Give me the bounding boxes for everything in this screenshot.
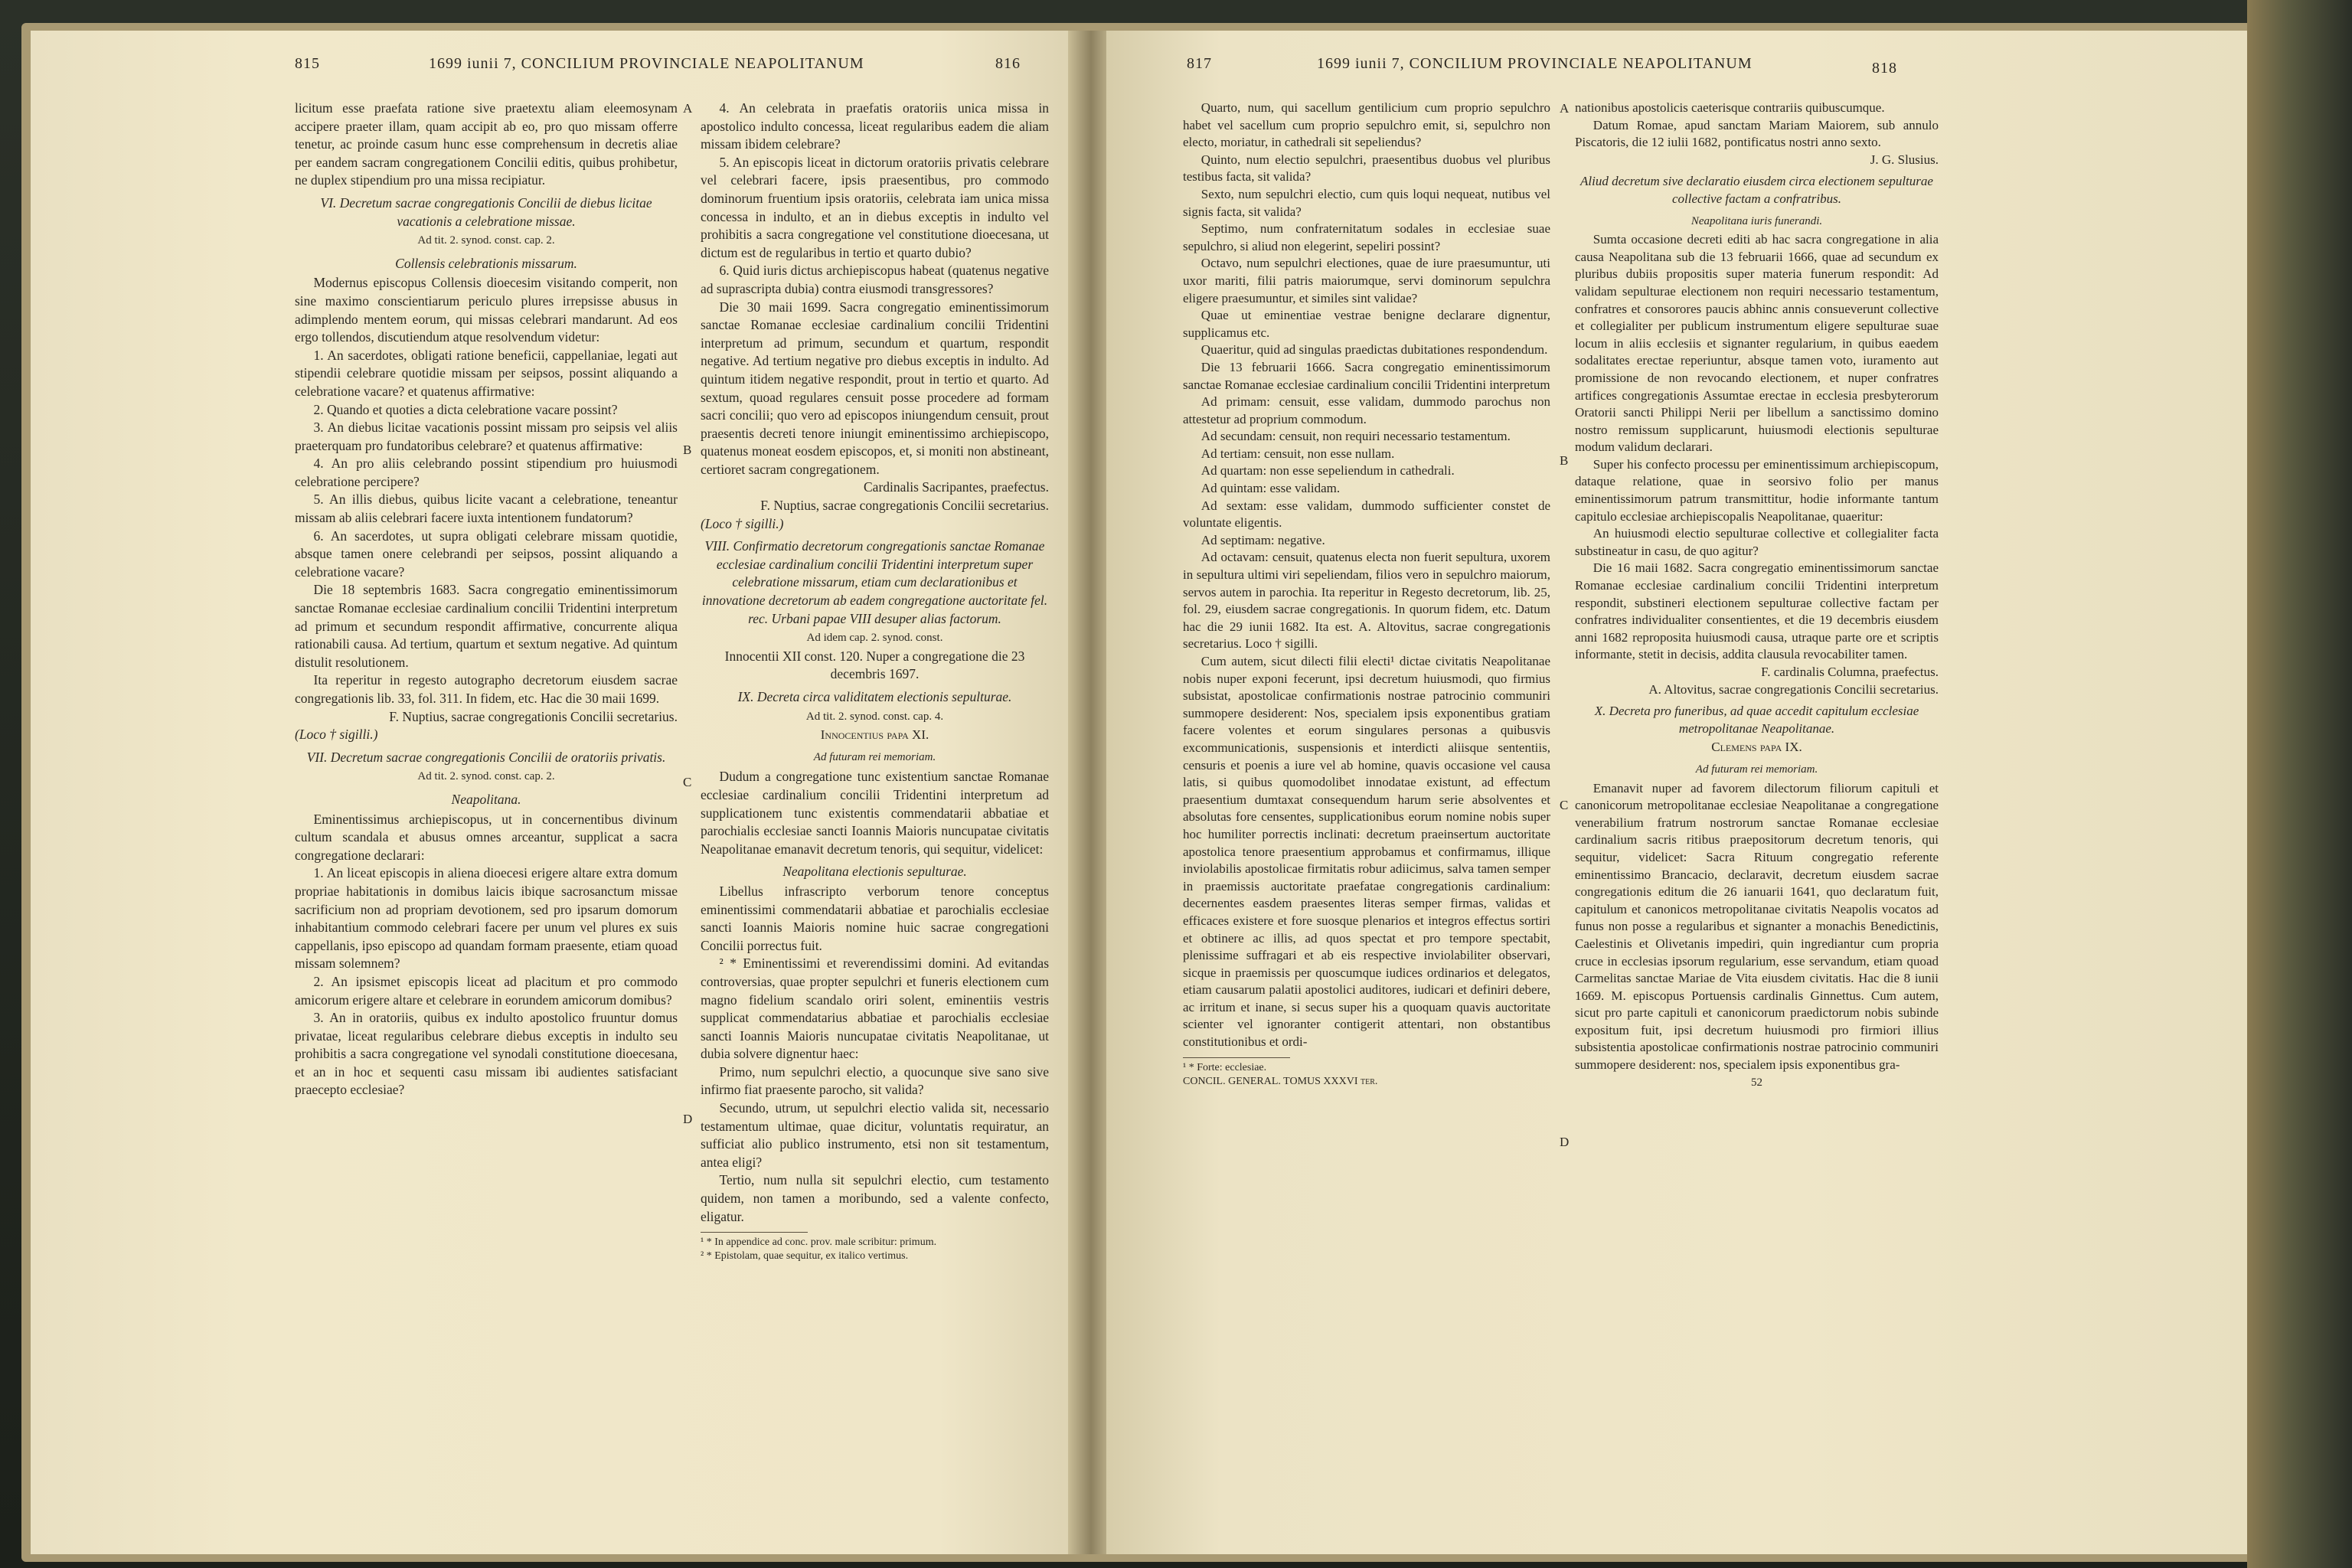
section-title: VIII. Confirmatio decretorum congregationis sanctae Romanae ecclesiae cardinalium concilii Tridentini interpretum super celebratione missarum, etiam cum declarationibus et innovatione decretorum ab eadem congregatione auctoritate fel. rec. Urbani papae VIII desuper alias factorum. xyxy=(701,538,1048,626)
paragraph: 2. Quando et quoties a dicta celebratione vacare possint? xyxy=(313,401,618,417)
formula-line: Ad futuram rei memoriam. xyxy=(1695,763,1818,776)
case-title: Collensis celebrationis missarum. xyxy=(395,255,577,271)
page-number-817: 817 xyxy=(1187,55,1212,72)
paragraph: Emanavit nuper ad favorem dilectorum filiorum capituli et canonicorum metropolitanae ecclesiae Neapolitanae a congregatione venerabilium fratrum nostrorum sanctae Romanae ecclesiae cardinalium sacris ritibus praepositorum decretum tenoris, qui sequitur, videlicet: Sacra Rituum congregatio referente eminentissimo Brancacio, declaravit, decretum eiusdem sacrae congregationis editum die 26 ianuarii 1641, quo declaratum fuit, capitulum et canonicos metropolitanae civitatis Neapolis vocatos ad funus non posse a regularibus et signanter a monachis Benedictinis, Caelestinis et Olivetanis impediri, quin ingrediantur cum propria cruce in ecclesias ipsorum regularium, esse servandum, etiam quoad Carmelitas sanctae Mariae de Vita eiusdem civitatis. Hac die 8 iunii 1669. M. episcopus Portuensis cardinalis Ginnettus. Cum autem, sicut pro parte capituli et canonicorum praedictorum nobis subinde expositum fuit, ipsi decretum huiusmodi pro firmiori illius subsistentia apostolicae confirmationis nostrae patrocinio communiri summopere desiderent: nos, specialem ipsis exponentibus gra- xyxy=(1575,780,1939,1073)
paragraph: Die 30 maii 1699. Sacra congregatio eminentissimorum sanctae Romanae ecclesiae cardinalium concilii Tridentini interpretum ad primum, secundum et quartum, respondit negative. Ad tertium negative pro diebus exceptis in indulto. Ad quintum itidem negative respondit, prout in tertio et quarto. Ad sextum, quoad regulares censuit posse procedere ad formam sacri concilii; quo vero ad episcopos iniungendum censuit, prout praesentis decreti tenore iniungit eminentissimo archiepiscopo, quatenus moneat eosdem episcopos, et, si moniti non abstineant, certioret sacram congregationem. xyxy=(701,299,1049,477)
book-cover-edge xyxy=(2247,0,2352,1568)
paragraph: 5. An episcopis liceat in dictorum oratoriis privatis celebrare vel celebrari facere, ipsis praesentibus, pro commodo dominorum fruentium ipsis oratoriis, celebrata iam unica missa concessa in indulto, et an in diebus exceptis in indulto vel prohibitis a sacra congregatione vel constitutione dioecesana, ut dictum est de regularibus in tertio et quarto dubio? xyxy=(701,154,1049,260)
signature: F. Nuptius, sacrae congregationis Concilii secretarius. xyxy=(760,498,1049,514)
paragraph: Quae ut eminentiae vestrae benigne declarare dignentur, supplicamus etc. xyxy=(1183,308,1550,340)
paragraph: 6. Quid iuris dictus archiepiscopus habeat (quatenus negative ad suprascripta dubia) contra eiusmodi transgressores? xyxy=(701,263,1049,296)
paragraph: 5. An illis diebus, quibus licite vacant a celebratione, teneantur missam ab aliis celebrari facere iuxta intentionem fundatorum? xyxy=(295,492,678,526)
paragraph: Quaeritur, quid ad singulas praedictas dubitationes respondendum. xyxy=(1200,342,1548,358)
column-817 xyxy=(1183,100,1550,1089)
page-number-818: 818 xyxy=(1872,60,1897,77)
case-title: Neapolitana iuris funerandi. xyxy=(1690,214,1823,227)
paragraph: Ad primam: censuit, esse validam, dummodo parochus non attestetur ad proprium commodum. xyxy=(1183,394,1550,426)
paragraph: 6. An sacerdotes, ut supra obligati celebrare missam quotidie, absque tamen onere celebrandi per seipsos, possint aliquando a celebratione vacare? xyxy=(295,528,678,580)
paragraph: Ad quintam: esse validam. xyxy=(1200,481,1341,496)
section-title: VI. Decretum sacrae congregationis Concilii de diebus licitae vacationis a celebratione missae. xyxy=(320,194,652,229)
margin-marker-d: D xyxy=(1560,1135,1570,1149)
paragraph: Innocentii XII const. 120. Nuper a congregatione die 23 decembris 1697. xyxy=(724,648,1025,682)
case-title: Neapolitana electionis sepulturae. xyxy=(782,864,967,880)
paragraph: Eminentissimus archiepiscopus, ut in concernentibus divinum cultum scandala et abusus omnes arceantur, supplicat a sacra congregatione declarari: xyxy=(295,811,678,863)
paragraph: Die 18 septembris 1683. Sacra congregatio eminentissimorum sanctae Romanae ecclesiae cardinalium concilii Tridentini interpretum ad primum et secundum respondit affirmative, concurrente aliqua rationabili causa. Ad tertium, quartum et sextum negative. Ad quintum distulit resolutionem. xyxy=(295,582,678,670)
paragraph: 3. An in oratoriis, quibus ex indulto apostolico fruuntur domus privatae, liceat regularibus celebrare diebus exceptis in indulto seu prohibitis a sacra congregatione vel synodali constitutione dioecesana, et an in hoc et sequenti casu missam ibi audientes satisfaciant praecepto ecclesiae? xyxy=(295,1010,678,1098)
section-title: IX. Decreta circa validitatem electionis sepulturae. xyxy=(737,689,1012,704)
section-title: VII. Decretum sacrae congregationis Concilii de oratoriis privatis. xyxy=(306,749,666,765)
margin-marker-c: C xyxy=(683,775,692,789)
pope-name: Innocentius papa XI. xyxy=(820,727,929,743)
paragraph: Secundo, utrum, ut sepulchri electio valida sit, necessario testamentum ultimae, quae dicitur, voluntatis requiratur, an sufficiat alio publico instrumento, etsi non sit testamentum, antea eligi? xyxy=(701,1100,1049,1170)
margin-marker-d: D xyxy=(683,1112,693,1126)
paragraph: An huiusmodi electio sepulturae collective et collegialiter facta substineatur in casu, de quo agitur? xyxy=(1575,526,1939,558)
paragraph: Quinto, num electio sepulchri, praesentibus duobus vel pluribus testibus facta, sit valida? xyxy=(1183,152,1550,185)
paragraph: 4. An celebrata in praefatis oratoriis unica missa in apostolico indulto concessa, liceat regularibus eadem die aliam missam ibidem celebrare? xyxy=(701,100,1049,152)
section-title: Aliud decretum sive declaratio eiusdem circa electionem sepulturae collective factam a confratribus. xyxy=(1580,174,1933,206)
paragraph: 1. An liceat episcopis in aliena dioecesi erigere altare extra domum propriae habitationis in domibus laicis ibique sacrosanctum missae sacrificium non ad propriam devotionem, sed pro ipsarum domorum inhabitantium commodo celebrari facere per unum vel plures ex suis cappellanis, ipso episcopo ad quandam formam praesente, etiam quoad missam solemnem? xyxy=(295,865,678,972)
paragraph: Ad sextam: esse validam, dummodo sufficienter constet de voluntate eligentis. xyxy=(1183,498,1550,531)
paragraph: 3. An diebus licitae vacationis possint missam pro seipsis vel aliis praeterquam pro fundatoribus celebrare? et quatenus affirmative: xyxy=(295,420,678,453)
footnote: ² * Epistolam, quae sequitur, ex italico vertimus. xyxy=(701,1250,909,1263)
footnote-rule xyxy=(701,1232,808,1233)
signature: F. Nuptius, sacrae congregationis Concilii secretarius. xyxy=(389,708,678,724)
paragraph: Ad quartam: non esse sepeliendum in cathedrali. xyxy=(1200,463,1455,479)
paragraph: Quarto, num, qui sacellum gentilicium cum proprio sepulchro habet vel sacellum cum proprio sepulchro emit, si, sepulchro non electo, moriatur, in cathedrali sit sepeliendus? xyxy=(1183,100,1550,150)
paragraph: nationibus apostolicis caeterisque contrariis quibuscumque. xyxy=(1575,100,1885,115)
right-page xyxy=(1106,31,2247,1554)
reference-line: Ad idem cap. 2. synod. const. xyxy=(806,632,943,645)
reference-line: Ad tit. 2. synod. const. cap. 2. xyxy=(417,234,555,247)
paragraph: Ita reperitur in regesto autographo decretorum eiusdem sacrae congregationis lib. 33, fol. 311. In fidem, etc. Hac die 30 maii 1699. xyxy=(295,672,678,706)
margin-marker-c: C xyxy=(1560,798,1569,812)
paragraph: 1. An sacerdotes, obligati ratione beneficii, cappellaniae, legati aut stipendii celebrare quotidie missam per seipsos, possint aliquando a celebratione vacare? et quatenus affirmative: xyxy=(295,347,678,399)
paragraph: licitum esse praefata ratione sive praetextu aliam eleemosynam accipere praeter illam, quam accipit ab eo, pro quo missam offerre tenetur, ac proinde casum hunc esse comprehensum in decretis aliae per eandem sacram congregationem Concilii editis, quibus prohibetur, ne duplex stipendium pro una missa recipiatur. xyxy=(295,100,678,188)
signature: J. G. Slusius. xyxy=(1870,152,1939,167)
page-number-816: 816 xyxy=(995,55,1021,72)
pope-name: Clemens papa IX. xyxy=(1711,740,1802,755)
paragraph: Sexto, num sepulchri electio, cum quis loqui nequeat, nutibus vel signis facta, sit valida? xyxy=(1183,186,1550,219)
paragraph: Ad septimam: negative. xyxy=(1200,532,1325,547)
signature-number: 52 xyxy=(1751,1076,1762,1089)
reference-line: Ad tit. 2. synod. const. cap. 4. xyxy=(805,710,944,723)
formula-line: Ad futuram rei memoriam. xyxy=(813,750,936,763)
paragraph: Ad secundam: censuit, non requiri necessario testamentum. xyxy=(1200,429,1511,444)
section-title: X. Decreta pro funeribus, ad quae accedit capitulum ecclesiae metropolitanae Neapolitanae. xyxy=(1594,704,1919,736)
footnote-rule xyxy=(1183,1057,1290,1058)
column-816 xyxy=(701,100,1049,1263)
column-815 xyxy=(295,100,678,1099)
paragraph: Primo, num sepulchri electio, a quocunque sive sano sive infirmo fiat praesente parocho, sit valida? xyxy=(701,1063,1049,1098)
left-page xyxy=(31,31,1099,1554)
margin-marker-a: A xyxy=(683,101,693,116)
paragraph: Octavo, num sepulchri electiones, quae de iure praesumuntur, uti uxor mariti, filii patris maiorumque, servi dominorum sepulchra eligere praesumuntur, et similes sint validae? xyxy=(1183,256,1550,305)
paragraph: ² * Eminentissimi et reverendissimi domini. Ad evitandas controversias, quae propter sepulchri et funeris electionem cum magno fidelium scandalo oriri solent, eminentiis vestris supplicat commendatarius abbatiae et parochialis ecclesiae sancti Ioannis Maioris nuncupatae civitatis Neapolitanae, ut dubia solvere dignentur haec: xyxy=(701,956,1049,1062)
running-header-left: 1699 iunii 7, CONCILIUM PROVINCIALE NEAPOLITANUM xyxy=(429,55,864,72)
paragraph: Datum Romae, apud sanctam Mariam Maiorem, sub annulo Piscatoris, die 12 iulii 1682, pontificatus nostri anno sexto. xyxy=(1575,117,1939,150)
paragraph: Modernus episcopus Collensis dioecesim visitando comperit, non sine maximo conscientiarum periculo plures irrepsisse abusus in adimplendo mentem eorum, qui missas celebrari mandarunt. Ad eos ergo tollendos, discutiendum atque resolvendum videtur: xyxy=(295,275,678,345)
signature: Cardinalis Sacripantes, praefectus. xyxy=(864,479,1049,495)
footnote: ¹ * In appendice ad conc. prov. male scribitur: primum. xyxy=(701,1236,937,1249)
column-818 xyxy=(1575,100,1939,1091)
paragraph: Sumta occasione decreti editi ab hac sacra congregatione in alia causa Neapolitana sub die 13 februarii 1666, quae ad secundum ex pluribus dubiis propositis super materia funerum respondit: Ad validam sepulturae electionem non requiri necessario testamentum, confratres et consorores paucis abhinc annis consueverunt collective et collegialiter per publicum instrumentum eligere sepulturae suae locum in aliis ecclesiis et signanter regularium, in quibus eaedem sodalitates erectae reperiuntur, absque tamen voto, iuramento aut promissione de non revocando electionem, et nuper confratres artifices congregationis Assumtae erectae in ecclesia presbyterorum Oratorii sancti Philippi Nerii per libellum a sanctissimo domino nostro remissum supplicarunt, huiusmodi electionis sepulturae modum validum declarari. xyxy=(1575,232,1939,455)
signature: A. Altovitus, sacrae congregationis Concilii secretarius. xyxy=(1648,681,1939,697)
paragraph: Ad tertiam: censuit, non esse nullam. xyxy=(1200,446,1395,461)
margin-marker-a: A xyxy=(1560,101,1570,116)
margin-marker-b: B xyxy=(683,443,692,457)
paragraph: Septimo, num confraternitatum sodales in ecclesiae suae sepulchro, si aliud non elegerint, sepeliri possint? xyxy=(1183,221,1550,253)
paragraph: Libellus infrascripto verborum tenore conceptus eminentissimi commendatarii abbatiae et parochialis ecclesiae sancti Ioannis Maioris nomine huic sacrae congregationi Concilii porrectus fuit. xyxy=(701,883,1049,953)
reference-line: Ad tit. 2. synod. const. cap. 2. xyxy=(417,770,555,783)
page-number-815: 815 xyxy=(295,55,320,72)
case-title: Neapolitana. xyxy=(451,791,521,807)
paragraph: Dudum a congregatione tunc existentium sanctae Romanae ecclesiae cardinalium concilii Tridentini interpretum ad supplicationem tunc existentis commendatarii abbatiae et parochialis ecclesiae sancti Ioannis Maioris nuncupatae civitatis Neapolitanae emanavit decretum tenoris, qui sequitur, videlicet: xyxy=(701,769,1049,857)
paragraph: Tertio, num nulla sit sepulchri electio, cum testamento quidem, non tamen a moribundo, sed a valente confecto, eligatur. xyxy=(701,1172,1049,1224)
signature: F. cardinalis Columna, praefectus. xyxy=(1761,665,1939,679)
seal-note: (Loco † sigilli.) xyxy=(295,727,378,743)
running-header-right: 1699 iunii 7, CONCILIUM PROVINCIALE NEAPOLITANUM xyxy=(1317,55,1753,72)
paragraph: Cum autem, sicut dilecti filii electi¹ dictae civitatis Neapolitanae nobis nuper exponi fecerunt, ipsi decretum huiusmodi, quo firmius subsistat, apostolicae confirmationis nostrae patrocinio communiri summopere desiderent: Nos, specialem ipsis exponentibus gratiam facere volentes et eorum singulares personas a quibusvis excommunicationis, suspensionis et interdicti aliisque sententiis, censuris et poenis a iure vel ab homine, quavis occasione vel causa latis, si quibus quomodolibet innodatae existunt, ad effectum praesentium dumtaxat consequendum harum serie absolventes et absolutas fore censentes, supplicationibus eorum nomine nobis super hoc humiliter porrectis inclinati: decretum praeinsertum auctoritate apostolica tenore praesentium approbamus et confirmamus, illique inviolabilis apostolicae firmitatis robur adiicimus, salva tamen semper in praemissis auctoritate praefatae congregationis cardinalium: decernentes easdem praesentes literas semper firmas, validas et efficaces existere et fore suosque plenarios et integros effectus sortiri et obtinere ac illis, ad quos spectat et pro tempore spectabit, plenissime suffragari et ab eis respective inviolabiliter observari, sicque in praemissis per quoscumque iudices ordinarios et delegatos, etiam causarum palatii apostolici auditores, iudicari et definiri debere, ac irritum et inane, si secus super his a quoquam quavis auctoritate scienter vel ignoranter contigerit attentari, non obstantibus constitutionibus et ordi- xyxy=(1183,654,1550,1050)
paragraph: 4. An pro aliis celebrando possint stipendium pro huiusmodi celebratione percipere? xyxy=(295,456,678,489)
paragraph: Die 13 februarii 1666. Sacra congregatio eminentissimorum sanctae Romanae ecclesiae cardinalium concilii Tridentini interpretum xyxy=(1183,359,1550,392)
paragraph: Ad octavam: censuit, quatenus electa non fuerit sepultura, uxorem in sepultura ultimi viri sepeliendam, filios vero in sepulchro maiorum, servos autem in parochia. Ita reperitur in Regesto decretorum, lib. 25, fol. 29, eiusdem sacrae congregationis. In quorum fidem, etc. Datum hac die 29 iunii 1682. Ita est. A. Altovitus, sacrae congregationis secretarius. Loco † sigilli. xyxy=(1183,550,1550,652)
paragraph: Die 16 maii 1682. Sacra congregatio eminentissimorum sanctae Romanae ecclesiae cardinalium concilii Tridentini interpretum respondit, substineri electionem sepulturae collective factam per confratres individualiter consentientes, et die 19 decembris eiusdem anni 1682 reproposita huiusmodi causa, utraque parte ore et scriptis informante, stetit in decisis, addita clausula revocabiliter tamen. xyxy=(1575,560,1939,662)
seal-note: (Loco † sigilli.) xyxy=(701,515,784,531)
paragraph: Super his confecto processu per eminentissimum archiepiscopum, dataque relatione, quae in seorsivo folio per manus eminentissimorum patrum transmittitur, hodie informante tantum capitulo ecclesiae archiepiscopalis Neapolitanae, quaeritur: xyxy=(1575,456,1939,524)
paragraph: 2. An ipsismet episcopis liceat ad placitum et pro commodo amicorum erigere altare et celebrare in eorundem amicorum domibus? xyxy=(295,973,678,1008)
footnote: ¹ * Forte: ecclesiae. xyxy=(1183,1061,1267,1073)
margin-marker-b: B xyxy=(1560,453,1569,468)
signature-line: CONCIL. GENERAL. TOMUS XXXVI ter. xyxy=(1183,1075,1378,1087)
